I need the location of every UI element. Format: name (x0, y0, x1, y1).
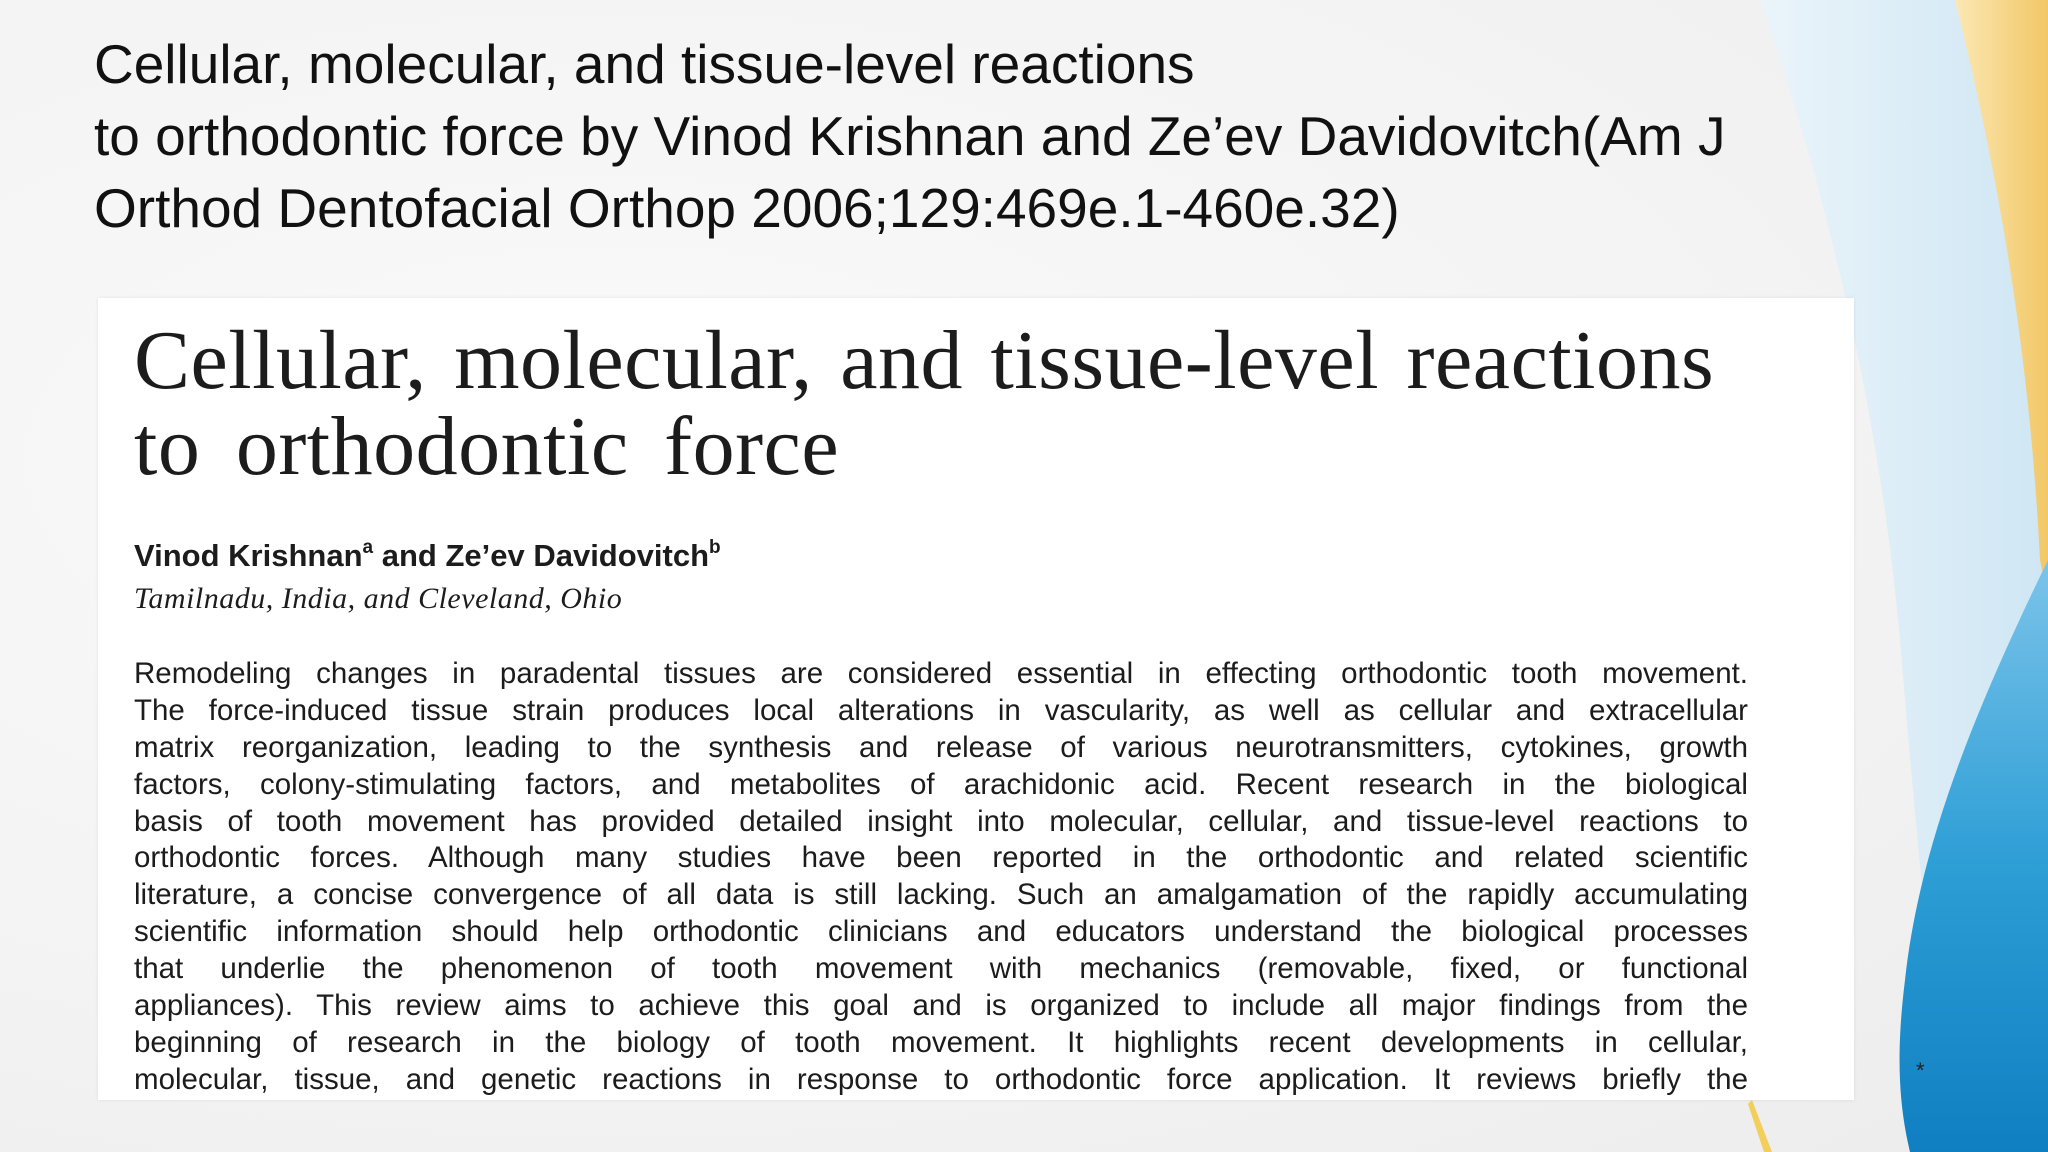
slide-title-line-1: Cellular, molecular, and tissue-level reactions (94, 33, 1195, 95)
author-1: Vinod Krishnan (134, 538, 363, 573)
abstract-line: orthodontic forces. Although many studies have been reported in the orthodontic and related scientific (134, 841, 1748, 875)
abstract-line: beginning of research in the biology of tooth movement. It highlights recent developments in cellular, (134, 1025, 1748, 1059)
paper-excerpt-image (98, 298, 1854, 1100)
abstract-line: matrix reorganization, leading to the synthesis and release of various neurotransmitters, cytokines, growth (134, 730, 1748, 764)
paper-abstract (134, 656, 1748, 1099)
paper-title-line-2: to orthodontic force (134, 400, 840, 493)
abstract-line: The force-induced tissue strain produces local alterations in vascularity, as well as cellular and extracellular (134, 693, 1748, 727)
paper-title (134, 314, 1834, 493)
abstract-line: literature, a concise convergence of all data is still lacking. Such an amalgamation of the rapidly accumulating (134, 878, 1748, 912)
author-2: Ze’ev Davidovitch (445, 538, 710, 573)
abstract-line: Remodeling changes in paradental tissues are considered essential in effecting orthodontic tooth movement. (134, 657, 1748, 690)
slide-title-line-3: Orthod Dentofacial Orthop 2006;129:469e.1-460e.32) (94, 177, 1400, 239)
authors-joiner: and (373, 538, 446, 573)
yellow-sliver (1748, 1100, 1772, 1152)
abstract-line: factors, colony-stimulating factors, and metabolites of arachidonic acid. Recent research in the biological (134, 767, 1748, 801)
paper-authors (134, 538, 721, 574)
slide-footer-mark: * (1916, 1058, 1925, 1083)
abstract-line: that underlie the phenomenon of tooth movement with mechanics (removable, fixed, or functional (134, 952, 1748, 986)
abstract-line: molecular, tissue, and genetic reactions in response to orthodontic force application. It reviews briefly the (134, 1062, 1748, 1096)
paper-title-line-1: Cellular, molecular, and tissue-level reactions (134, 314, 1715, 407)
abstract-line: basis of tooth movement has provided detailed insight into molecular, cellular, and tissue-level reactions to (134, 804, 1748, 838)
slide-title-line-2: to orthodontic force by Vinod Krishnan and Ze’ev Davidovitch(Am J (94, 105, 1726, 167)
author-1-affiliation-mark: a (362, 537, 374, 558)
paper-affiliation: Tamilnadu, India, and Cleveland, Ohio (134, 582, 623, 615)
slide-title (94, 28, 1954, 244)
author-2-affiliation-mark: b (709, 537, 721, 558)
abstract-line: scientific information should help orthodontic clinicians and educators understand the biological processes (134, 915, 1748, 949)
abstract-line: appliances). This review aims to achieve this goal and is organized to include all major findings from the (134, 989, 1748, 1023)
